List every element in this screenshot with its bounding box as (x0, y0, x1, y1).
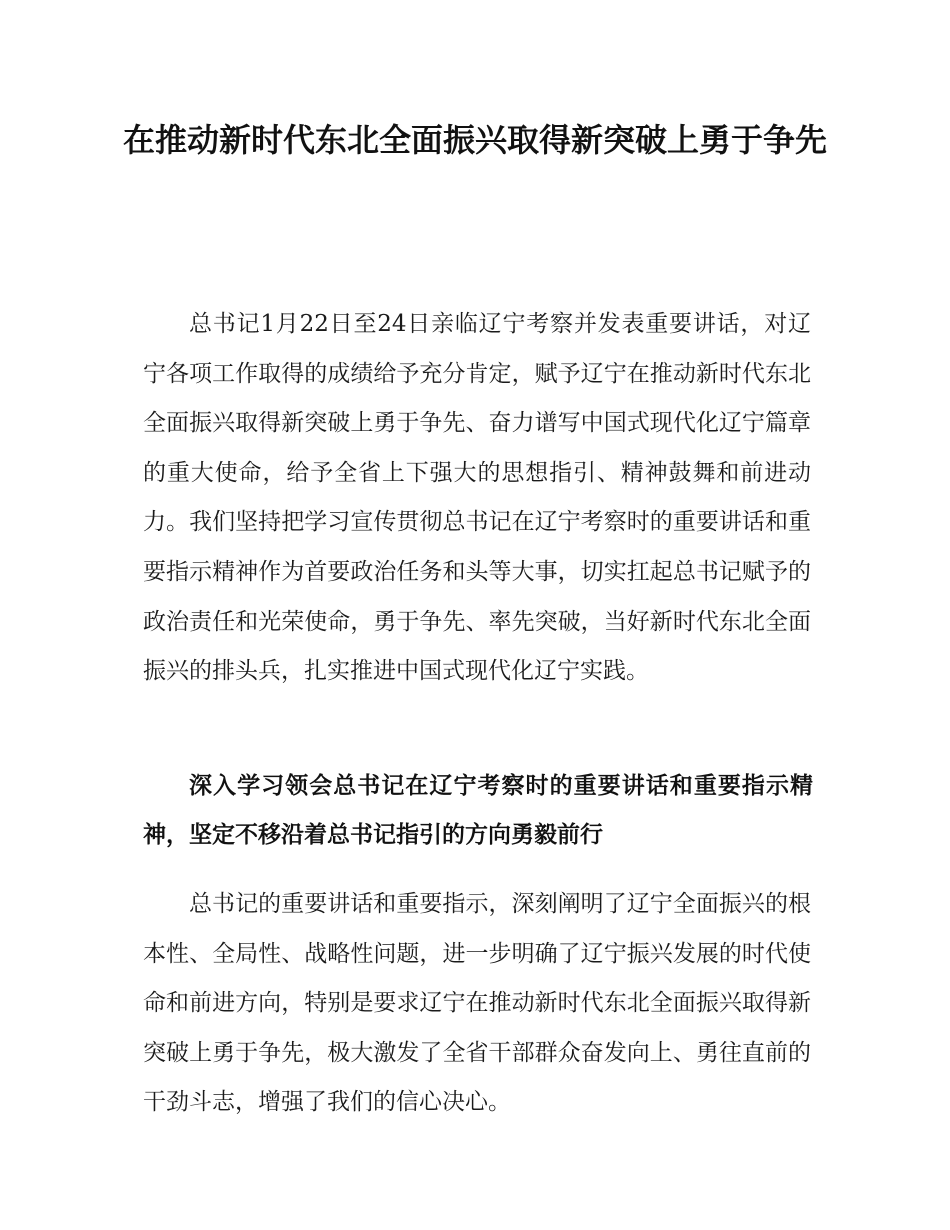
body-paragraph-2: 总书记的重要讲话和重要指示，深刻阐明了辽宁全面振兴的根本性、全局性、战略性问题，进一步明确了辽宁振兴发展的时代使命和前进方向，特别是要求辽宁在推动新时代东北全面振兴取得新突破上勇于争先，极大激发了全省干部群众奋发向上、勇往直前的干劲斗志，增强了我们的信心决心。 (143, 891, 811, 1116)
body-paragraph-1: 总书记1月22日至24日亲临辽宁考察并发表重要讲话，对辽宁各项工作取得的成绩给予充分肯定，赋予辽宁在推动新时代东北全面振兴取得新突破上勇于争先、奋力谱写中国式现代化辽宁篇章的重大使命，给予全省上下强大的思想指引、精神鼓舞和前进动力。我们坚持把学习宣传贯彻总书记在辽宁考察时的重要讲话和重要指示精神作为首要政治任务和头等大事，切实扛起总书记赋予的政治责任和光荣使命，勇于争先、率先突破，当好新时代东北全面振兴的排头兵，扎实推进中国式现代化辽宁实践。 (143, 311, 811, 685)
document-title: 在推动新时代东北全面振兴取得新突破上勇于争先 (122, 121, 827, 159)
section-heading: 深入学习领会总书记在辽宁考察时的重要讲话和重要指示精神，坚定不移沿着总书记指引的方向勇毅前行 (143, 773, 813, 848)
